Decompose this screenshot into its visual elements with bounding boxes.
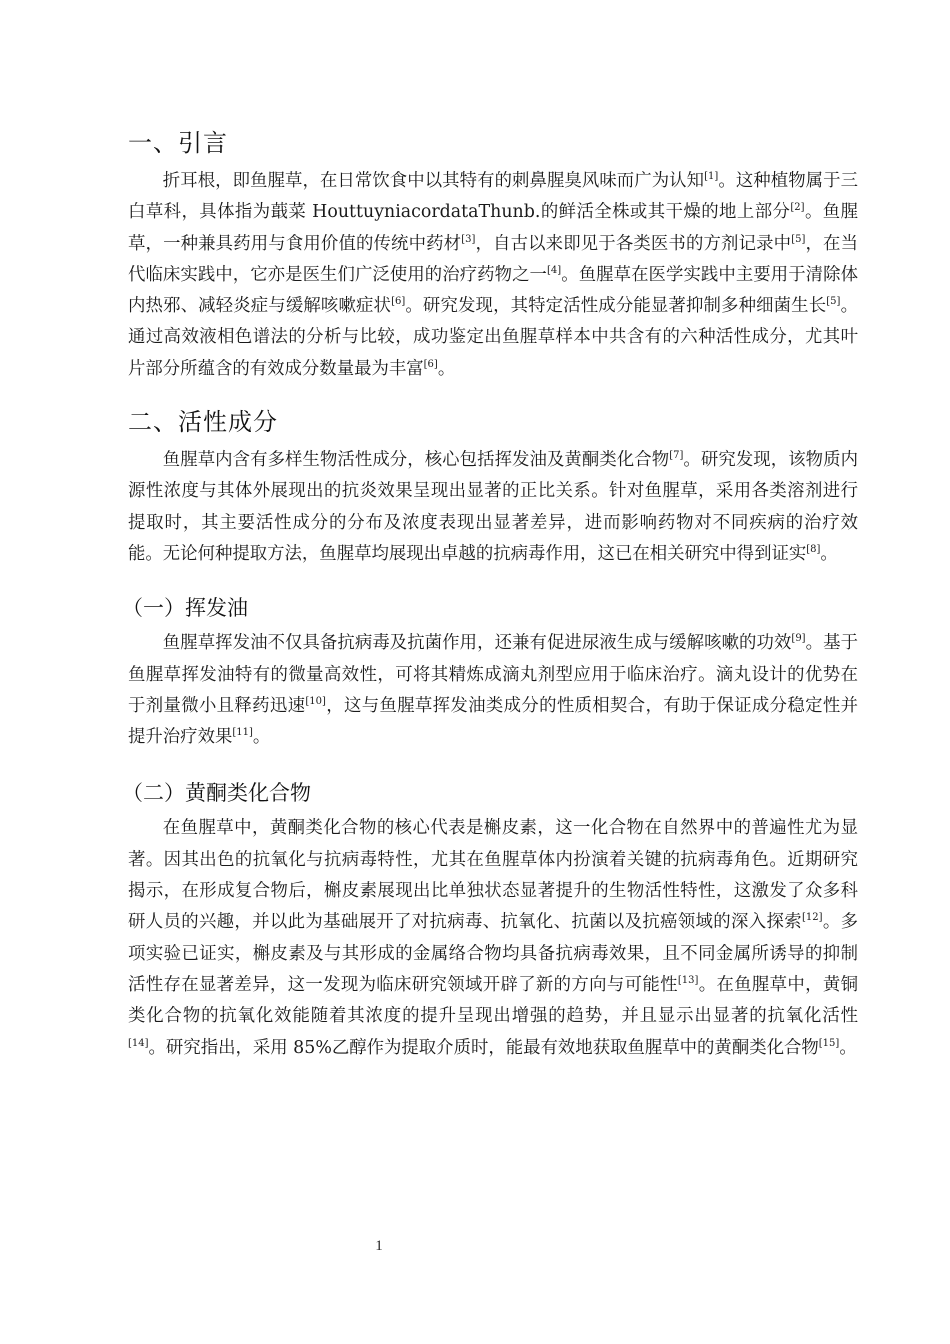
paragraph-text: ，这与鱼腥草挥发油类成分的性质相契合，有助于保证成分稳定性并提升治疗效果 <box>128 695 858 748</box>
paragraph-text: 在鱼腥草中，黄酮类化合物的核心代表是槲皮素，这一化合物在自然界中的普遍性尤为显著。因其出色的抗氧化与抗病毒特性，尤其在鱼腥草体内扮演着关键的抗病毒角色。近期研究揭示，在形成复合物后，槲皮素展现出比单独状态显著提升的生物活性特性，这激发了众多科研人员的兴趣，并以此为基础展开了对抗病毒、抗氧化、抗菌以及抗癌领域的深入探索 <box>128 818 858 933</box>
paragraph-text: 鱼腥草挥发油不仅具备抗病毒及抗菌作用，还兼有促进尿液生成与缓解咳嗽的功效 <box>162 633 792 654</box>
citation-mark: [8] <box>806 543 821 555</box>
citation-mark: [4] <box>547 264 562 276</box>
volatile-oil-paragraph <box>128 628 858 753</box>
citation-mark: [11] <box>232 727 253 739</box>
paragraph-text: 。 <box>839 1037 857 1058</box>
citation-mark: [6] <box>423 358 438 370</box>
paragraph-text: 。鱼腥草在医学实践中主要用于清除体内热邪、减轻炎症与缓解咳嗽症状 <box>128 264 858 317</box>
subsection-title-flavonoids: （二）黄酮类化合物 <box>122 781 311 806</box>
section-title-introduction: 一、引言 <box>128 129 228 157</box>
paragraph-text: 。 <box>252 727 271 748</box>
paragraph-text: 。多项实验已证实，槲皮素及与其形成的金属络合物均具备抗病毒效果，且不同金属所诱导的抑制活性存在显著差异，这一发现为临床研究领域开辟了新的方向与可能性 <box>128 912 858 995</box>
paragraph-text: ，在当代临床实践中，它亦是医生们广泛使用的治疗药物之一 <box>128 233 858 285</box>
subsection-title-volatile-oil: （一）挥发油 <box>122 596 248 621</box>
section-title-active-components: 二、活性成分 <box>128 408 278 437</box>
document-body <box>122 126 858 1064</box>
paragraph-text: 折耳根，即鱼腥草，在日常饮食中以其特有的刺鼻腥臭风味而广为认知 <box>162 171 705 191</box>
flavonoids-paragraph <box>128 813 858 1063</box>
citation-mark: [14] <box>128 1037 149 1049</box>
paragraph-text: 。在鱼腥草中，黄铜类化合物的抗氧化效能随着其浓度的提升呈现出增强的趋势，并且显示出显著的抗氧化活性 <box>128 974 858 1027</box>
paragraph-text: 。 <box>437 358 456 379</box>
citation-mark: [13] <box>677 974 699 986</box>
page-number: 1 <box>375 1238 383 1254</box>
paragraph-text: ，自古以来即见于各类医书的方剂记录中 <box>475 233 792 254</box>
citation-mark: [9] <box>791 633 806 645</box>
citation-mark: [6] <box>391 296 406 308</box>
active-components-paragraph <box>128 445 858 570</box>
citation-mark: [5] <box>791 233 806 245</box>
paragraph-text: 。通过高效液相色谱法的分析与比较，成功鉴定出鱼腥草样本中共含有的六种活性成分，尤其叶片部分所蕴含的有效成分数量最为丰富 <box>128 296 858 379</box>
citation-mark: [5] <box>826 296 841 308</box>
paragraph-text: 。研究发现，其特定活性成分能显著抑制多种细菌生长 <box>405 296 827 317</box>
citation-mark: [7] <box>669 450 684 462</box>
citation-mark: [1] <box>704 171 719 182</box>
paragraph-text: 。 <box>820 543 838 564</box>
paragraph-text: 。鱼腥草，一种兼具药用与食用价值的传统中药材 <box>128 202 858 254</box>
paragraph-text: 。研究指出，采用 85%乙醇作为提取介质时，能最有效地获取鱼腥草中的黄酮类化合物 <box>148 1037 819 1058</box>
introduction-paragraph <box>128 166 858 385</box>
paragraph-text: 。基于鱼腥草挥发油特有的微量高效性，可将其精炼成滴丸剂型应用于临床治疗。滴丸设计的优势在于剂量微小且释药迅速 <box>128 633 858 716</box>
citation-mark: [10] <box>305 695 326 707</box>
paragraph-text: 。研究发现，该物质内源性浓度与其体外展现出的抗炎效果呈现出显著的正比关系。针对鱼腥草，采用各类溶剂进行提取时，其主要活性成分的分布及浓度表现出显著差异，进而影响药物对不同疾病的治疗效能。无论何种提取方法，鱼腥草均展现出卓越的抗病毒作用，这已在相关研究中得到证实 <box>128 450 858 564</box>
citation-mark: [3] <box>461 233 476 245</box>
citation-mark: [2] <box>790 202 805 214</box>
paragraph-text: 鱼腥草内含有多样生物活性成分，核心包括挥发油及黄酮类化合物 <box>162 450 670 471</box>
paragraph-text: 。这种植物属于三白草科，具体指为蕺菜 HouttuyniacordataThunb.的鲜活全株或其干燥的地上部分 <box>128 171 858 223</box>
citation-mark: [12] <box>801 912 823 924</box>
citation-mark: [15] <box>818 1037 840 1049</box>
